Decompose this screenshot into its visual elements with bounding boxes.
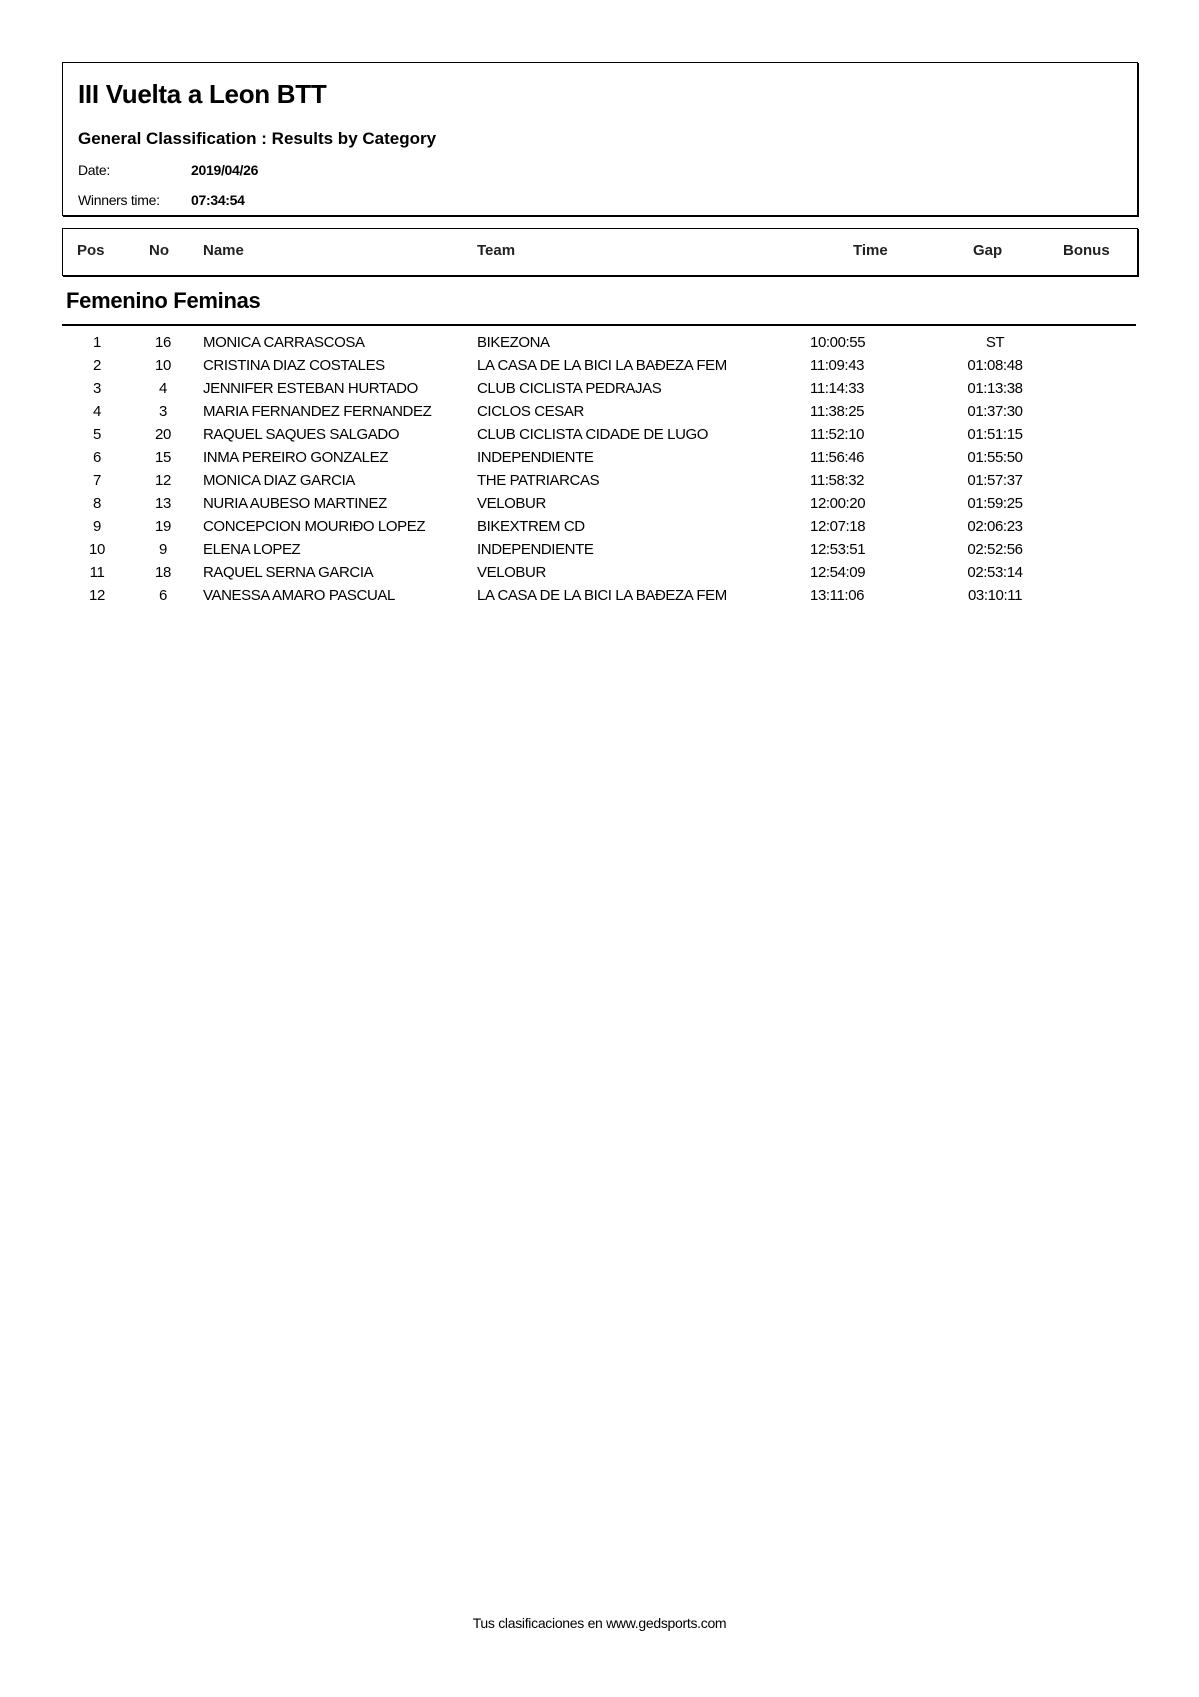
- cell-name: MARIA FERNANDEZ FERNANDEZ: [203, 403, 432, 420]
- cell-gap: 01:13:38: [967, 380, 1023, 397]
- table-row: [62, 378, 1138, 401]
- cell-team: LA CASA DE LA BICI LA BAÐEZA FEM: [477, 357, 727, 374]
- cell-time: 10:00:55: [810, 334, 866, 351]
- cell-gap: ST: [985, 334, 1005, 351]
- cell-time: 12:54:09: [810, 564, 866, 581]
- cell-pos: 4: [93, 403, 101, 420]
- table-row: [62, 401, 1138, 424]
- cell-gap: 02:53:14: [967, 564, 1023, 581]
- cell-gap: 01:55:50: [967, 449, 1023, 466]
- cell-team: BIKEZONA: [477, 334, 550, 351]
- table-row: [62, 493, 1138, 516]
- cell-pos: 6: [93, 449, 101, 466]
- cell-time: 12:07:18: [810, 518, 866, 535]
- cell-gap: 01:08:48: [967, 357, 1023, 374]
- cell-no: 3: [159, 403, 167, 420]
- cell-time: 11:52:10: [810, 426, 865, 443]
- category-divider: [62, 324, 1136, 326]
- winners-time-value: 07:34:54: [191, 192, 245, 208]
- cell-name: VANESSA AMARO PASCUAL: [203, 587, 395, 604]
- cell-time: 11:38:25: [810, 403, 865, 420]
- cell-team: LA CASA DE LA BICI LA BAÐEZA FEM: [477, 587, 727, 604]
- report-header: [62, 62, 1138, 216]
- results-table: [62, 332, 1138, 608]
- cell-pos: 8: [93, 495, 101, 512]
- cell-name: CRISTINA DIAZ COSTALES: [203, 357, 385, 374]
- cell-gap: 02:06:23: [967, 518, 1023, 535]
- cell-name: MONICA DIAZ GARCIA: [203, 472, 355, 489]
- cell-name: INMA PEREIRO GONZALEZ: [203, 449, 388, 466]
- cell-no: 10: [155, 357, 171, 374]
- cell-time: 13:11:06: [810, 587, 865, 604]
- cell-pos: 2: [93, 357, 101, 374]
- cell-team: THE PATRIARCAS: [477, 472, 600, 489]
- cell-no: 9: [159, 541, 167, 558]
- cell-team: CICLOS CESAR: [477, 403, 584, 420]
- cell-team: VELOBUR: [477, 495, 546, 512]
- cell-pos: 1: [93, 334, 101, 351]
- cell-team: BIKEXTREM CD: [477, 518, 585, 535]
- cell-team: VELOBUR: [477, 564, 546, 581]
- column-header-pos: Pos: [77, 242, 105, 259]
- cell-team: CLUB CICLISTA CIDADE DE LUGO: [477, 426, 709, 443]
- cell-time: 12:53:51: [810, 541, 866, 558]
- cell-time: 11:14:33: [810, 380, 865, 397]
- column-headers: [62, 228, 1138, 276]
- column-header-bonus: Bonus: [1063, 242, 1110, 259]
- cell-team: INDEPENDIENTE: [477, 541, 594, 558]
- cell-no: 6: [159, 587, 167, 604]
- date-value: 2019/04/26: [191, 162, 259, 178]
- column-header-time: Time: [853, 242, 888, 259]
- cell-pos: 11: [89, 564, 105, 581]
- column-header-gap: Gap: [973, 242, 1003, 259]
- cell-no: 16: [155, 334, 171, 351]
- cell-gap: 01:59:25: [967, 495, 1023, 512]
- cell-time: 11:09:43: [810, 357, 865, 374]
- cell-name: NURIA AUBESO MARTINEZ: [203, 495, 387, 512]
- cell-gap: 01:37:30: [967, 403, 1023, 420]
- cell-gap: 01:51:15: [967, 426, 1023, 443]
- table-row: [62, 332, 1138, 355]
- cell-team: CLUB CICLISTA PEDRAJAS: [477, 380, 662, 397]
- table-row: [62, 447, 1138, 470]
- footer-text: Tus clasificaciones en www.gedsports.com: [472, 1615, 727, 1631]
- report-subtitle: General Classification : Results by Category: [78, 129, 437, 148]
- table-row: [62, 539, 1138, 562]
- race-title: III Vuelta a Leon BTT: [78, 79, 327, 109]
- table-row: [62, 424, 1138, 447]
- cell-name: RAQUEL SERNA GARCIA: [203, 564, 374, 581]
- table-row: [62, 470, 1138, 493]
- cell-pos: 5: [93, 426, 101, 443]
- cell-no: 12: [155, 472, 171, 489]
- cell-no: 15: [155, 449, 171, 466]
- cell-pos: 7: [93, 472, 101, 489]
- cell-gap: 03:10:11: [967, 587, 1023, 604]
- cell-name: JENNIFER ESTEBAN HURTADO: [203, 380, 418, 397]
- cell-no: 20: [155, 426, 171, 443]
- cell-time: 12:00:20: [810, 495, 866, 512]
- cell-gap: 02:52:56: [967, 541, 1023, 558]
- column-header-name: Name: [203, 242, 244, 259]
- cell-name: CONCEPCION MOURIÐO LOPEZ: [203, 518, 426, 535]
- column-header-no: No: [149, 242, 169, 259]
- winners-time-label: Winners time:: [78, 192, 160, 208]
- category-title: Femenino Feminas: [66, 288, 261, 313]
- cell-name: ELENA LOPEZ: [203, 541, 301, 558]
- cell-pos: 12: [89, 587, 105, 604]
- cell-no: 13: [155, 495, 171, 512]
- cell-pos: 9: [93, 518, 101, 535]
- cell-team: INDEPENDIENTE: [477, 449, 594, 466]
- cell-pos: 10: [89, 541, 105, 558]
- cell-name: RAQUEL SAQUES SALGADO: [203, 426, 400, 443]
- cell-time: 11:56:46: [810, 449, 865, 466]
- table-row: [62, 562, 1138, 585]
- cell-gap: 01:57:37: [967, 472, 1023, 489]
- cell-pos: 3: [93, 380, 101, 397]
- table-row: [62, 355, 1138, 378]
- cell-name: MONICA CARRASCOSA: [203, 334, 365, 351]
- date-label: Date:: [78, 162, 110, 178]
- table-row: [62, 585, 1138, 608]
- cell-time: 11:58:32: [810, 472, 865, 489]
- cell-no: 18: [155, 564, 171, 581]
- cell-no: 19: [155, 518, 171, 535]
- table-row: [62, 516, 1138, 539]
- cell-no: 4: [159, 380, 167, 397]
- column-header-team: Team: [477, 242, 516, 259]
